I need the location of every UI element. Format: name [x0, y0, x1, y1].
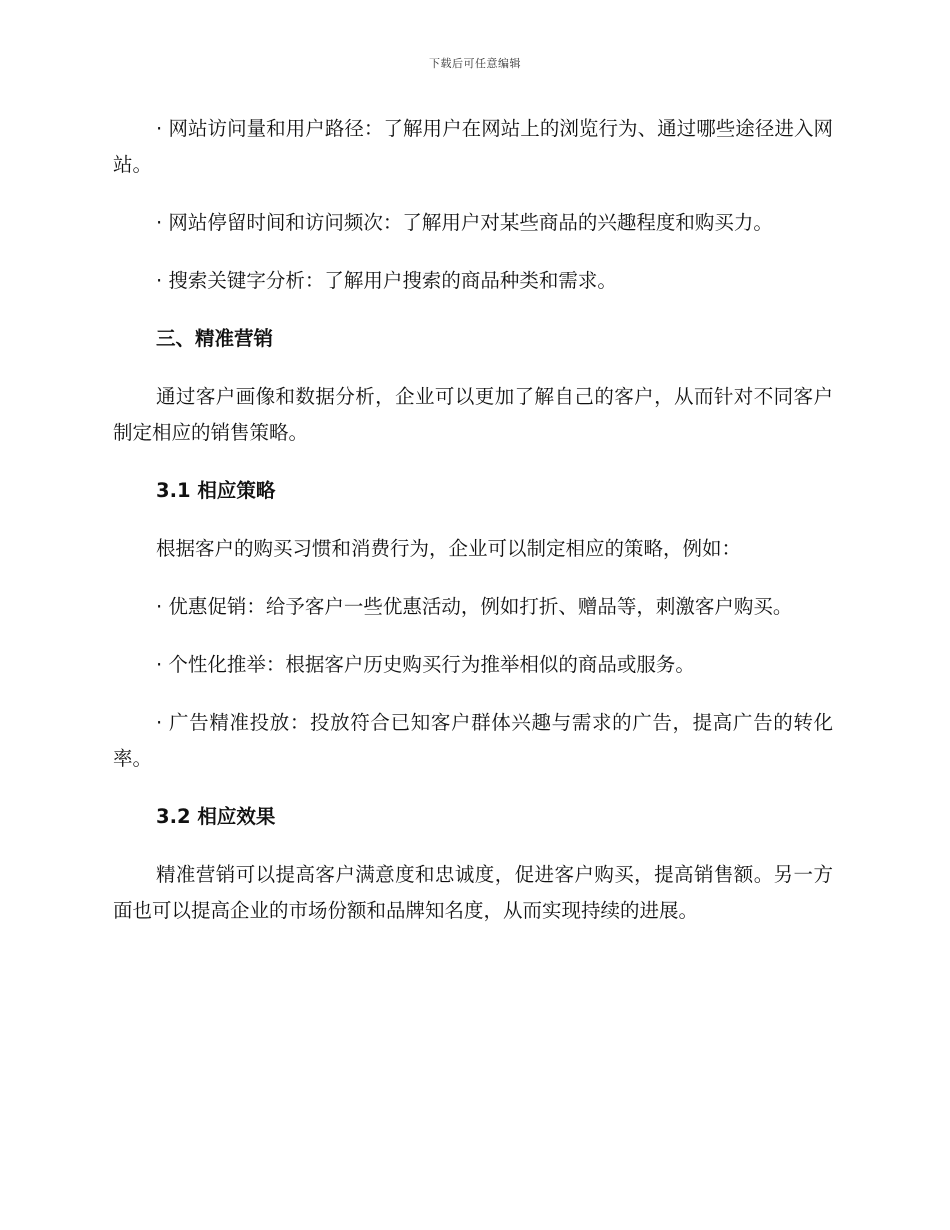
subsection-heading-strategy: 3.1 相应策略 — [156, 479, 276, 502]
bullet-dwell-time: · 网站停留时间和访问频次：了解用户对某些商品的兴趣程度和购买力。 — [156, 211, 773, 234]
paragraph-effect: 精准营销可以提高客户满意度和忠诚度，促进客户购买，提高销售额。另一方面也可以提高企业的市场份额和品牌知名度，从而实现持续的进展。 — [113, 863, 833, 922]
bullet-promotion: · 优惠促销：给予客户一些优惠活动，例如打折、赠品等，刺激客户购买。 — [156, 595, 793, 618]
header-note: 下载后可任意编辑 — [429, 57, 521, 70]
bullet-keyword-analysis: · 搜索关键字分析：了解用户搜索的商品种类和需求。 — [156, 269, 617, 292]
paragraph-strategy: 根据客户的购买习惯和消费行为，企业可以制定相应的策略，例如： — [156, 537, 742, 560]
subsection-heading-effect: 3.2 相应效果 — [156, 805, 276, 828]
bullet-recommendation: · 个性化推举：根据客户历史购买行为推举相似的商品或服务。 — [156, 653, 695, 676]
paragraph-intro: 通过客户画像和数据分析，企业可以更加了解自己的客户，从而针对不同客户制定相应的销售策略。 — [113, 385, 833, 444]
section-heading-precision-marketing: 三、精准营销 — [156, 327, 274, 350]
bullet-ad-targeting: · 广告精准投放：投放符合已知客户群体兴趣与需求的广告，提高广告的转化率。 — [113, 711, 833, 770]
bullet-site-traffic: · 网站访问量和用户路径：了解用户在网站上的浏览行为、通过哪些途径进入网站。 — [113, 117, 833, 176]
document-body — [113, 111, 833, 951]
